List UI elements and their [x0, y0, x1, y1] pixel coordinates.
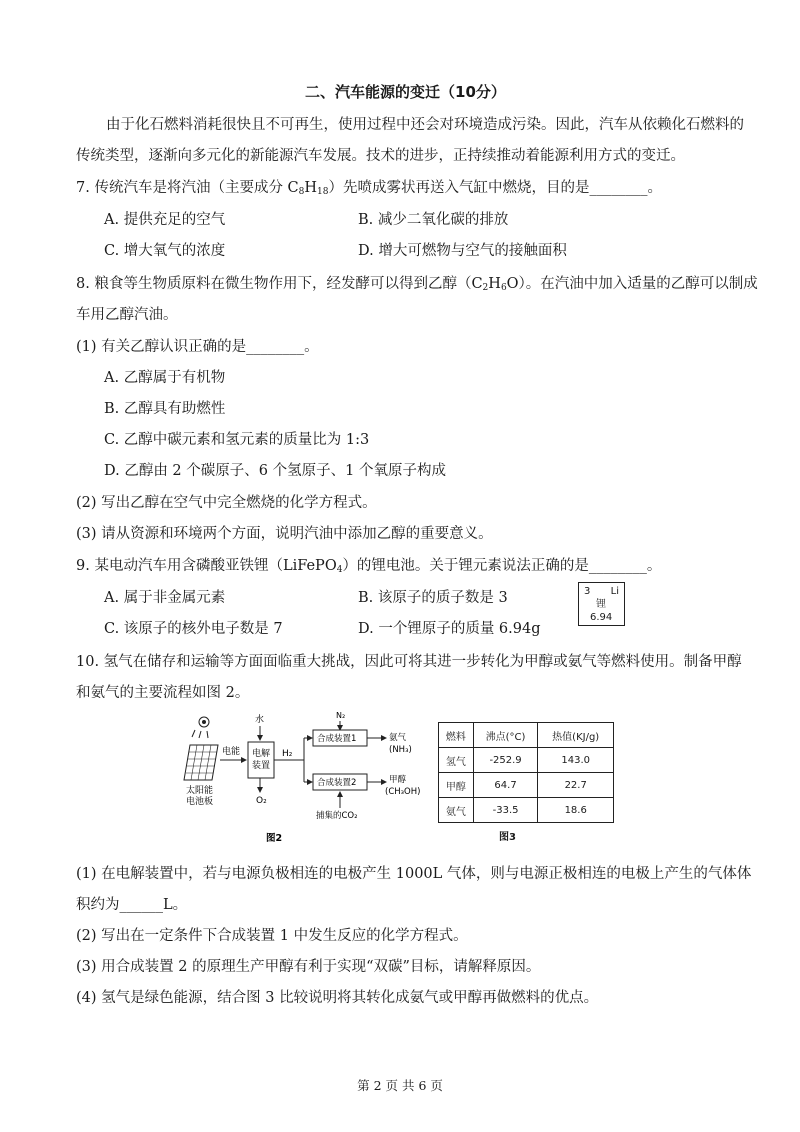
q7-sub-1: 8 — [298, 187, 305, 197]
q8-option-a: A. 乙醇属于有机物 — [104, 370, 226, 386]
figure-3-table — [438, 722, 614, 823]
q8-stem-line-2: 车用乙醇汽油。 — [76, 307, 178, 323]
q8-option-c: C. 乙醇中碳元素和氢元素的质量比为 1:3 — [104, 432, 370, 448]
q7-option-c: C. 增大氧气的浓度 — [104, 243, 226, 259]
q10-sub-question-3: (3) 用合成装置 2 的原理生产甲醇有利于实现“双碳”目标，请解释原因。 — [76, 959, 541, 975]
table-cell: 64.7 — [473, 773, 538, 798]
figure-2-caption: 图2 — [266, 833, 283, 844]
n2-label: N₂ — [336, 711, 346, 720]
h2-label: H₂ — [282, 749, 293, 759]
figure-2-flow-diagram — [180, 710, 440, 845]
q9-sub-1: 4 — [336, 565, 343, 575]
table-cell: 22.7 — [538, 773, 614, 798]
q9-option-c: C. 该原子的核外电子数是 7 — [104, 621, 283, 637]
q8-stem-part-a: 8. 粮食等生物质原料在微生物作用下，经发酵可以得到乙醇（C — [76, 276, 483, 292]
q7-option-a: A. 提供充足的空气 — [104, 212, 226, 228]
solar-label-2: 电池板 — [186, 797, 214, 807]
q7-option-d: D. 增大可燃物与空气的接触面积 — [358, 243, 567, 259]
table-cell: -252.9 — [473, 748, 538, 773]
table-header-fuel: 燃料 — [439, 723, 474, 748]
q10-sub-question-2: (2) 写出在一定条件下合成装置 1 中发生反应的化学方程式。 — [76, 928, 468, 944]
methanol-label-2: (CH₃OH) — [385, 787, 421, 797]
q7-sub-2: 18 — [317, 187, 329, 197]
intro-line-1: 由于化石燃料消耗很快且不可再生，使用过程中还会对环境造成污染。因此，汽车从依赖化石燃料的 — [106, 117, 744, 133]
q7-stem-part-b: ）先喷成雾状再送入气缸中燃烧，目的是________。 — [328, 180, 662, 196]
table-cell: -33.5 — [473, 798, 538, 823]
element-number: 3 — [584, 586, 591, 597]
electricity-label: 电能 — [222, 747, 241, 757]
table-row — [439, 748, 614, 773]
q7-option-b: B. 减少二氧化碳的排放 — [358, 212, 509, 228]
q9-stem-part-a: 9. 某电动汽车用含磷酸亚铁锂（LiFePO — [76, 558, 337, 574]
element-name: 锂 — [596, 599, 606, 610]
q8-sub-1: 2 — [482, 283, 489, 293]
sun-icon — [192, 717, 209, 738]
table-header-heat: 热值(KJ/g) — [538, 723, 614, 748]
table-cell: 甲醇 — [439, 773, 474, 798]
electrolysis-label-2: 装置 — [252, 761, 271, 771]
q9-stem — [76, 556, 661, 580]
element-symbol: Li — [610, 586, 619, 597]
q10-sub-question-1-line-2: 积约为______L。 — [76, 897, 188, 913]
q8-sub-question-2: (2) 写出乙醇在空气中完全燃烧的化学方程式。 — [76, 495, 377, 511]
electrolysis-box — [248, 742, 274, 778]
q9-option-d: D. 一个锂原子的质量 6.94g — [358, 621, 541, 637]
table-cell: 氨气 — [439, 798, 474, 823]
q10-sub-question-4: (4) 氢气是绿色能源，结合图 3 比较说明将其转化成氨气或甲醇再做燃料的优点。 — [76, 990, 599, 1006]
section-title: 二、汽车能源的变迁（10分） — [305, 83, 506, 101]
table-cell: 143.0 — [538, 748, 614, 773]
q9-option-a: A. 属于非金属元素 — [104, 590, 226, 606]
q8-sub-question-3: (3) 请从资源和环境两个方面，说明汽油中添加乙醇的重要意义。 — [76, 526, 493, 542]
q8-h: H — [488, 276, 501, 292]
methanol-label-1: 甲醇 — [389, 775, 407, 785]
q8-option-b: B. 乙醇具有助燃性 — [104, 401, 226, 417]
q8-sub-question-1: (1) 有关乙醇认识正确的是________。 — [76, 339, 319, 355]
o2-label: O₂ — [256, 796, 267, 806]
q8-option-d: D. 乙醇由 2 个碳原子、6 个氢原子、1 个氧原子构成 — [104, 463, 446, 479]
q7-h: H — [304, 180, 318, 196]
lithium-element-card — [578, 582, 625, 626]
intro-line-2: 传统类型，逐渐向多元化的新能源汽车发展。技术的进步，正持续推动着能源利用方式的变迁。 — [76, 148, 685, 164]
nh3-label-2: (NH₃) — [389, 745, 412, 755]
figure-3-table-wrapper — [438, 722, 614, 823]
q7-stem-part-a: 7. 传统汽车是将汽油（主要成分 C — [76, 180, 299, 196]
table-cell: 氢气 — [439, 748, 474, 773]
table-cell: 18.6 — [538, 798, 614, 823]
element-mass: 6.94 — [590, 612, 613, 623]
q10-sub-question-1-line-1: (1) 在电解装置中，若与电源负极相连的电极产生 1000L 气体，则与电源正极相连的电极上产生的气体体 — [76, 866, 752, 882]
q8-stem-line-1 — [76, 274, 758, 298]
water-label: 水 — [255, 715, 265, 725]
table-row — [439, 798, 614, 823]
table-row — [439, 773, 614, 798]
synthesis-2-label: 合成装置2 — [317, 778, 357, 788]
page-footer: 第 2 页 共 6 页 — [357, 1078, 443, 1093]
synthesis-1-label: 合成装置1 — [317, 734, 357, 744]
q10-stem-line-1: 10. 氢气在储存和运输等方面面临重大挑战，因此可将其进一步转化为甲醇或氨气等燃料使用。制备甲醇 — [76, 654, 742, 670]
table-header-boiling: 沸点(°C) — [473, 723, 538, 748]
q8-stem-part-b: O）。在汽油中加入适量的乙醇可以制成 — [506, 276, 758, 292]
q9-stem-part-b: ）的锂电池。关于锂元素说法正确的是________。 — [342, 558, 662, 574]
figure-3-caption: 图3 — [499, 832, 516, 843]
q10-stem-line-2: 和氨气的主要流程如图 2。 — [76, 685, 250, 701]
nh3-label-1: 氨气 — [389, 733, 407, 743]
solar-label-1: 太阳能 — [186, 786, 214, 796]
q9-option-b: B. 该原子的质子数是 3 — [358, 590, 508, 606]
electrolysis-label-1: 电解 — [252, 749, 271, 759]
co2-label: 捕集的CO₂ — [316, 811, 358, 821]
q7-stem — [76, 178, 662, 202]
q8-sub-2: 6 — [500, 283, 507, 293]
solar-panel-icon — [184, 745, 218, 780]
